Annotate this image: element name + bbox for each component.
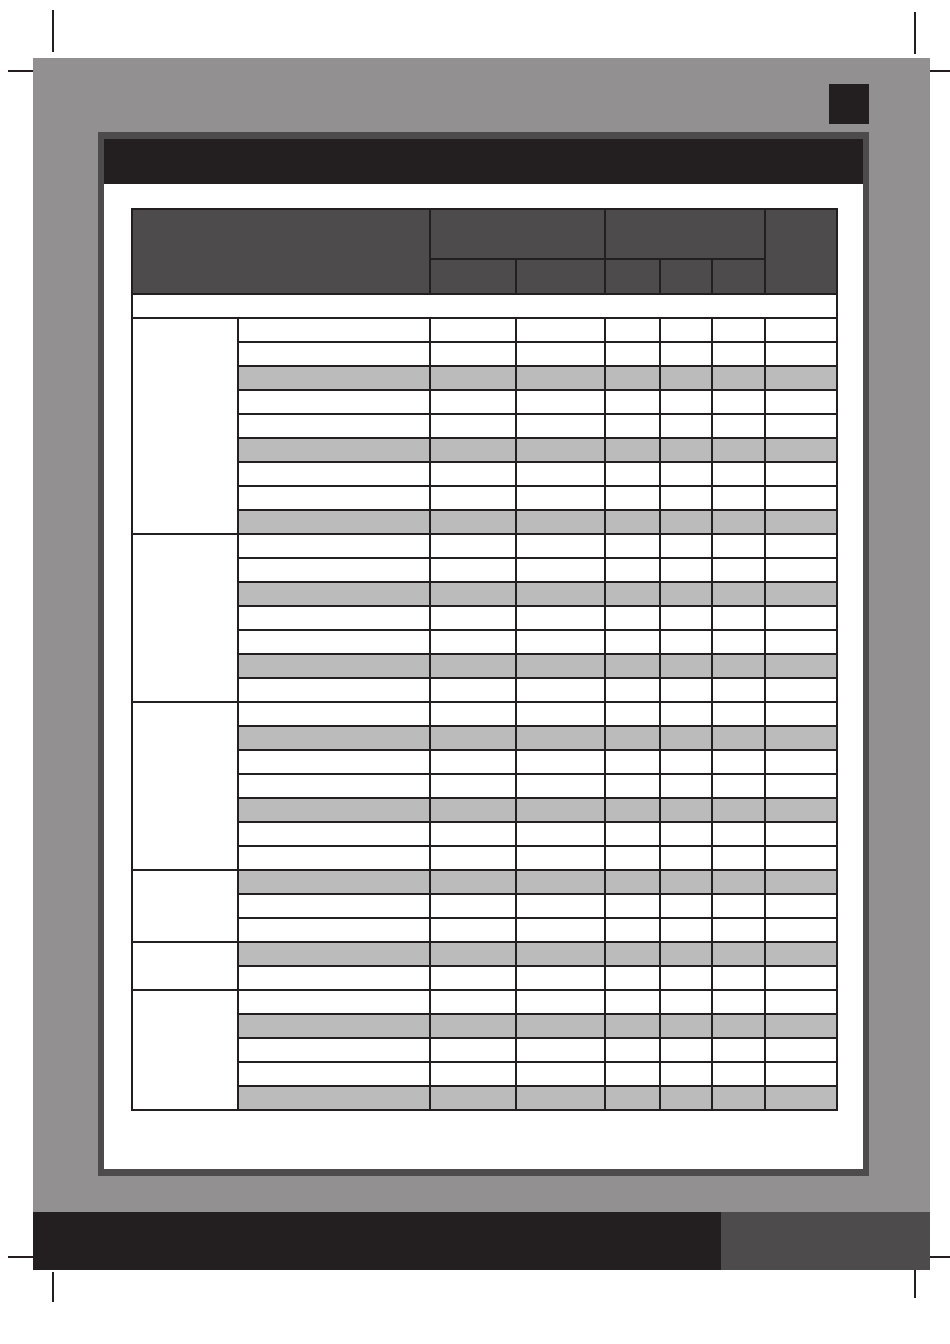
table-cell [765, 1014, 837, 1038]
table-cell [430, 390, 516, 414]
table-cell [430, 894, 516, 918]
table-cell [660, 510, 712, 534]
table-cell [605, 702, 660, 726]
table-cell [660, 942, 712, 966]
table-cell [712, 726, 765, 750]
table-cell [765, 678, 837, 702]
table-cell [605, 870, 660, 894]
crop-mark [52, 1272, 54, 1302]
header-group-a [430, 209, 605, 259]
table-cell [605, 366, 660, 390]
table-cell [765, 822, 837, 846]
row-item-label [238, 750, 430, 774]
row-item-label [238, 846, 430, 870]
header-last-column [765, 209, 837, 294]
table-cell [605, 414, 660, 438]
table-cell [765, 606, 837, 630]
header-sub-b3 [712, 259, 765, 294]
table-cell [765, 654, 837, 678]
table-cell [516, 1086, 605, 1110]
table-cell [660, 486, 712, 510]
table-cell [605, 630, 660, 654]
header-sub-a1 [430, 259, 516, 294]
table-cell [605, 774, 660, 798]
table-cell [430, 534, 516, 558]
table-cell [430, 1014, 516, 1038]
section-label-row [132, 294, 837, 318]
table-row [132, 990, 837, 1014]
table-cell [765, 390, 837, 414]
table-cell [516, 582, 605, 606]
table-cell [516, 870, 605, 894]
footer-bar [33, 1212, 721, 1270]
table-cell [712, 654, 765, 678]
table-cell [516, 630, 605, 654]
crop-mark [914, 12, 916, 54]
table-row [132, 1062, 837, 1086]
table-cell [712, 1014, 765, 1038]
table-cell [516, 750, 605, 774]
table-cell [660, 678, 712, 702]
table-cell [712, 918, 765, 942]
row-item-label [238, 366, 430, 390]
table-cell [605, 486, 660, 510]
table-cell [660, 1086, 712, 1110]
table-row [132, 654, 837, 678]
row-item-label [238, 870, 430, 894]
table-cell [430, 606, 516, 630]
table-cell [712, 822, 765, 846]
table-row [132, 870, 837, 894]
table-cell [516, 678, 605, 702]
table-row [132, 510, 837, 534]
table-cell [516, 414, 605, 438]
table-cell [516, 894, 605, 918]
table-cell [605, 462, 660, 486]
table-cell [605, 654, 660, 678]
table-cell [430, 1086, 516, 1110]
table-row [132, 918, 837, 942]
table-cell [605, 798, 660, 822]
table-cell [660, 1014, 712, 1038]
table-cell [660, 894, 712, 918]
table-row [132, 606, 837, 630]
table-cell [516, 558, 605, 582]
row-item-label [238, 534, 430, 558]
table-cell [660, 1038, 712, 1062]
row-item-label [238, 894, 430, 918]
table-row [132, 486, 837, 510]
table-cell [516, 390, 605, 414]
table-cell [430, 318, 516, 342]
row-group-label [132, 942, 238, 990]
table-cell [712, 990, 765, 1014]
table-cell [660, 966, 712, 990]
table-cell [516, 1062, 605, 1086]
table-cell [516, 798, 605, 822]
table-cell [430, 462, 516, 486]
table-row [132, 726, 837, 750]
table-cell [712, 798, 765, 822]
table-cell [765, 438, 837, 462]
row-item-label [238, 438, 430, 462]
table-cell [712, 414, 765, 438]
table-cell [605, 966, 660, 990]
table-cell [712, 702, 765, 726]
table-cell [765, 342, 837, 366]
row-group-label [132, 870, 238, 942]
table-cell [605, 558, 660, 582]
table-row [132, 534, 837, 558]
row-item-label [238, 918, 430, 942]
table-cell [516, 318, 605, 342]
table-row [132, 702, 837, 726]
table-cell [765, 1038, 837, 1062]
table-cell [605, 726, 660, 750]
table-cell [605, 390, 660, 414]
footer-tab [721, 1212, 930, 1270]
row-item-label [238, 414, 430, 438]
table-cell [712, 1062, 765, 1086]
table-cell [765, 630, 837, 654]
spec-table [131, 208, 838, 1111]
table-cell [430, 774, 516, 798]
table-cell [765, 510, 837, 534]
table-cell [516, 342, 605, 366]
table-cell [516, 366, 605, 390]
table-cell [712, 750, 765, 774]
table-cell [660, 630, 712, 654]
table-cell [516, 990, 605, 1014]
table-cell [430, 582, 516, 606]
table-cell [765, 582, 837, 606]
table-cell [430, 486, 516, 510]
table-cell [430, 630, 516, 654]
row-item-label [238, 1086, 430, 1110]
table-cell [430, 342, 516, 366]
table-row [132, 822, 837, 846]
table-cell [430, 822, 516, 846]
table-cell [605, 846, 660, 870]
table-row [132, 894, 837, 918]
table-cell [605, 822, 660, 846]
table-cell [430, 798, 516, 822]
table-cell [660, 870, 712, 894]
table-cell [605, 342, 660, 366]
row-item-label [238, 1062, 430, 1086]
row-item-label [238, 654, 430, 678]
table-cell [765, 894, 837, 918]
row-item-label [238, 798, 430, 822]
table-row [132, 1086, 837, 1110]
table-cell [765, 414, 837, 438]
table-cell [765, 798, 837, 822]
row-group-label [132, 702, 238, 870]
table-cell [660, 366, 712, 390]
table-cell [605, 582, 660, 606]
table-row [132, 966, 837, 990]
row-group-label [132, 534, 238, 702]
table-row [132, 846, 837, 870]
table-cell [765, 846, 837, 870]
table-cell [660, 798, 712, 822]
table-cell [430, 414, 516, 438]
table-cell [660, 750, 712, 774]
header-group-b [605, 209, 765, 259]
table-cell [660, 558, 712, 582]
table-cell [660, 726, 712, 750]
table-cell [605, 534, 660, 558]
section-header-band [104, 139, 863, 184]
row-item-label [238, 318, 430, 342]
table-cell [660, 918, 712, 942]
table-cell [516, 1038, 605, 1062]
table-cell [712, 846, 765, 870]
table-row [132, 366, 837, 390]
table-cell [430, 870, 516, 894]
table-cell [660, 318, 712, 342]
table-cell [516, 438, 605, 462]
table-cell [430, 726, 516, 750]
table-row [132, 390, 837, 414]
table-cell [712, 1038, 765, 1062]
table-cell [712, 678, 765, 702]
row-item-label [238, 942, 430, 966]
row-item-label [238, 822, 430, 846]
table-cell [605, 1038, 660, 1062]
table-cell [430, 654, 516, 678]
table-cell [516, 462, 605, 486]
table-cell [430, 966, 516, 990]
table-cell [712, 582, 765, 606]
table-cell [712, 630, 765, 654]
table-cell [712, 942, 765, 966]
table-cell [712, 510, 765, 534]
table-cell [765, 558, 837, 582]
table-cell [605, 678, 660, 702]
table-cell [712, 606, 765, 630]
table-row [132, 318, 837, 342]
table-cell [605, 894, 660, 918]
row-item-label [238, 390, 430, 414]
crop-mark [914, 1270, 916, 1298]
table-cell [605, 1086, 660, 1110]
table-cell [765, 990, 837, 1014]
table-cell [605, 318, 660, 342]
row-item-label [238, 726, 430, 750]
table-cell [516, 702, 605, 726]
table-cell [660, 846, 712, 870]
table-cell [660, 774, 712, 798]
header-sub-b2 [660, 259, 712, 294]
table-cell [660, 606, 712, 630]
table-row [132, 1038, 837, 1062]
table-cell [712, 438, 765, 462]
table-cell [430, 942, 516, 966]
table-cell [660, 390, 712, 414]
table-cell [765, 462, 837, 486]
table-cell [660, 414, 712, 438]
row-group-label [132, 990, 238, 1110]
table-cell [765, 726, 837, 750]
table-cell [430, 1038, 516, 1062]
table-cell [765, 486, 837, 510]
table-cell [660, 822, 712, 846]
table-cell [516, 822, 605, 846]
row-item-label [238, 774, 430, 798]
table-cell [712, 390, 765, 414]
table-cell [605, 438, 660, 462]
row-item-label [238, 462, 430, 486]
table-cell [765, 942, 837, 966]
table-row [132, 774, 837, 798]
table-cell [765, 318, 837, 342]
row-item-label [238, 342, 430, 366]
table-cell [660, 582, 712, 606]
crop-mark [52, 10, 54, 52]
table-cell [765, 750, 837, 774]
row-item-label [238, 510, 430, 534]
table-cell [605, 918, 660, 942]
table-cell [660, 1062, 712, 1086]
table-cell [516, 966, 605, 990]
table-cell [712, 534, 765, 558]
table-cell [660, 990, 712, 1014]
table-cell [712, 486, 765, 510]
table-cell [712, 894, 765, 918]
page-number [829, 84, 869, 124]
table-cell [660, 342, 712, 366]
table-cell [765, 366, 837, 390]
row-item-label [238, 966, 430, 990]
table-row [132, 438, 837, 462]
header-sub-b1 [605, 259, 660, 294]
table-cell [516, 942, 605, 966]
table-row [132, 342, 837, 366]
table-cell [430, 366, 516, 390]
table-cell [430, 1062, 516, 1086]
row-item-label [238, 558, 430, 582]
table-row [132, 942, 837, 966]
table-cell [765, 966, 837, 990]
table-cell [516, 606, 605, 630]
table-cell [430, 750, 516, 774]
row-group-label [132, 318, 238, 534]
table-cell [605, 750, 660, 774]
row-item-label [238, 630, 430, 654]
table-row [132, 462, 837, 486]
header-item-cell [132, 209, 430, 294]
row-item-label [238, 486, 430, 510]
table-cell [430, 990, 516, 1014]
table-row [132, 558, 837, 582]
row-item-label [238, 678, 430, 702]
table-cell [712, 318, 765, 342]
table-cell [660, 702, 712, 726]
table-cell [430, 702, 516, 726]
table-cell [605, 1014, 660, 1038]
table-row [132, 678, 837, 702]
table-cell [516, 486, 605, 510]
table-cell [765, 702, 837, 726]
table-cell [712, 1086, 765, 1110]
row-item-label [238, 582, 430, 606]
table-cell [516, 654, 605, 678]
row-item-label [238, 1038, 430, 1062]
table-cell [712, 342, 765, 366]
header-sub-a2 [516, 259, 605, 294]
table-cell [765, 918, 837, 942]
table-cell [660, 462, 712, 486]
table-cell [430, 438, 516, 462]
table-cell [516, 510, 605, 534]
table-cell [516, 918, 605, 942]
table-cell [660, 654, 712, 678]
table-cell [516, 774, 605, 798]
table-cell [430, 918, 516, 942]
row-item-label [238, 1014, 430, 1038]
table-cell [605, 990, 660, 1014]
table-cell [430, 846, 516, 870]
table-cell [430, 678, 516, 702]
table-cell [605, 606, 660, 630]
table-row [132, 750, 837, 774]
table-row [132, 414, 837, 438]
table-cell [765, 534, 837, 558]
table-cell [712, 558, 765, 582]
table-cell [712, 966, 765, 990]
table-cell [712, 870, 765, 894]
table-cell [430, 558, 516, 582]
table-cell [516, 726, 605, 750]
table-cell [765, 1062, 837, 1086]
row-item-label [238, 606, 430, 630]
table-cell [516, 846, 605, 870]
table-cell [712, 462, 765, 486]
table-cell [765, 870, 837, 894]
table-cell [660, 438, 712, 462]
row-item-label [238, 990, 430, 1014]
table-row [132, 630, 837, 654]
table-cell [605, 942, 660, 966]
table-cell [712, 366, 765, 390]
table-cell [765, 1086, 837, 1110]
table-cell [712, 774, 765, 798]
table-cell [516, 534, 605, 558]
table-cell [660, 534, 712, 558]
table-cell [765, 774, 837, 798]
table-row [132, 798, 837, 822]
table-cell [605, 1062, 660, 1086]
table-cell [516, 1014, 605, 1038]
row-item-label [238, 702, 430, 726]
table-cell [430, 510, 516, 534]
table-cell [605, 510, 660, 534]
table-row [132, 582, 837, 606]
table-row [132, 1014, 837, 1038]
